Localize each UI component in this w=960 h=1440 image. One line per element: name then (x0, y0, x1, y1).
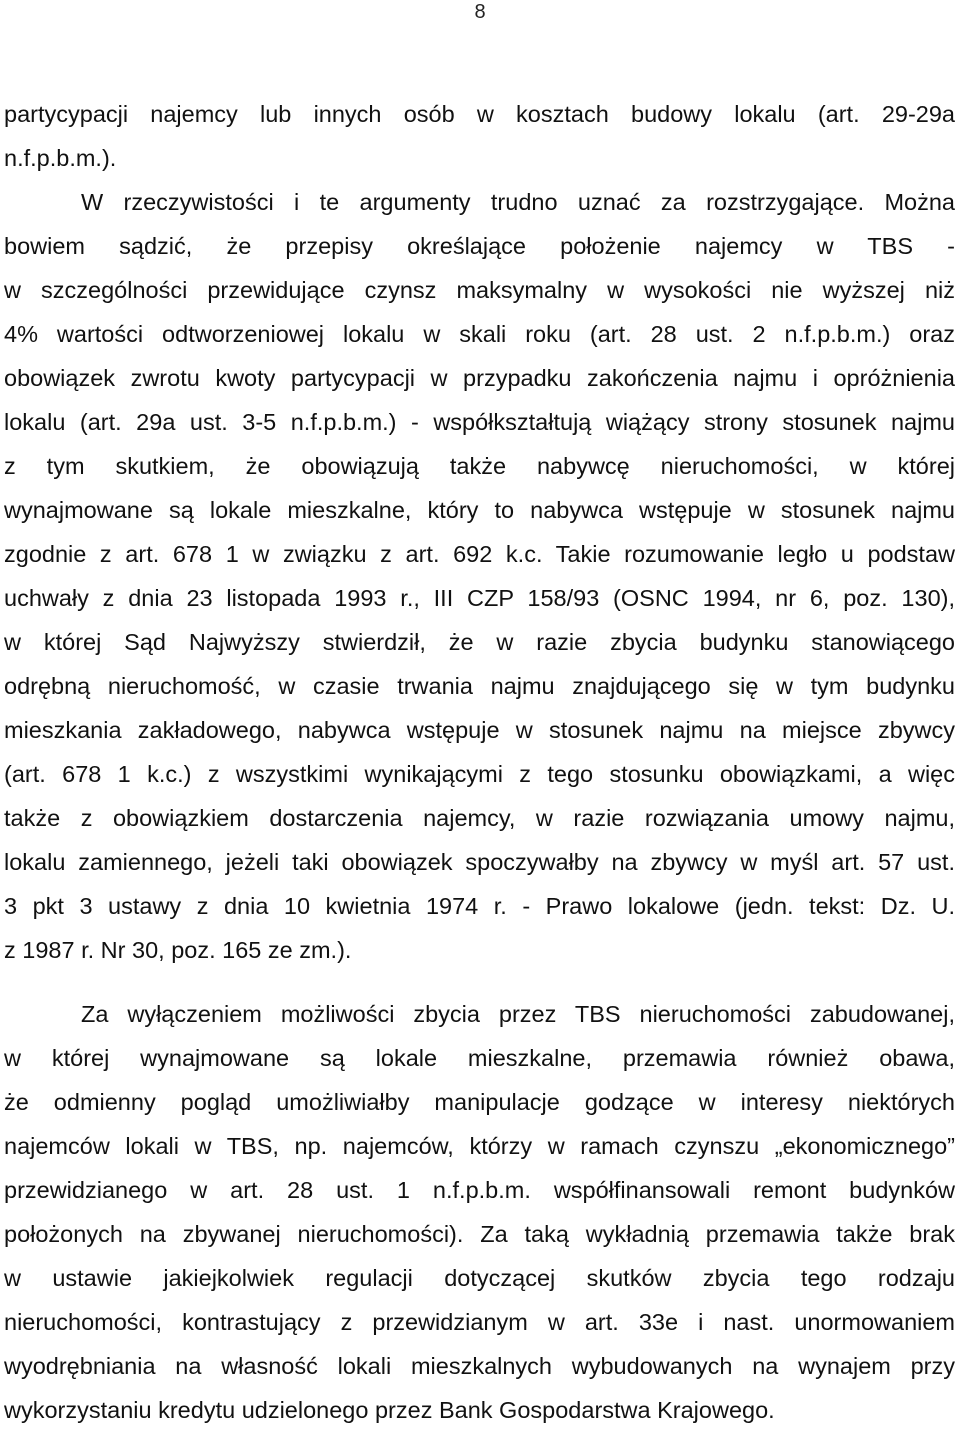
text-line: uchwały z dnia 23 listopada 1993 r., III CZP 158/93 (OSNC 1994, nr 6, poz. 130), (4, 585, 955, 611)
text-line: położonych na zbywanej nieruchomości). Za taką wykładnią przemawia także brak (4, 1221, 955, 1247)
text-line: w szczególności przewidujące czynsz maksymalny w wysokości nie wyższej niż (4, 277, 955, 303)
paragraph-gap (4, 972, 955, 992)
text-line: partycypacji najemcy lub innych osób w kosztach budowy lokalu (art. 29-29a (4, 101, 955, 127)
document-body (4, 92, 955, 1432)
text-line: Za wyłączeniem możliwości zbycia przez TBS nieruchomości zabudowanej, (81, 1001, 955, 1027)
text-line: obowiązek zwrotu kwoty partycypacji w przypadku zakończenia najmu i opróżnienia (4, 365, 955, 391)
text-line: 3 pkt 3 ustawy z dnia 10 kwietnia 1974 r. - Prawo lokalowe (jedn. tekst: Dz. U. (4, 893, 955, 919)
text-line: wynajmowane są lokale mieszkalne, który to nabywca wstępuje w stosunek najmu (4, 497, 955, 523)
text-line: lokalu (art. 29a ust. 3-5 n.f.p.b.m.) - współkształtują wiążący strony stosunek najmu (4, 409, 955, 435)
paragraph-1 (4, 92, 955, 180)
text-line: nieruchomości, kontrastujący z przewidzianym w art. 33e i nast. unormowaniem (4, 1309, 955, 1335)
text-line: mieszkania zakładowego, nabywca wstępuje w stosunek najmu na miejsce zbywcy (4, 717, 955, 743)
text-line: lokalu zamiennego, jeżeli taki obowiązek spoczywałby na zbywcy w myśl art. 57 ust. (4, 849, 955, 875)
text-line: najemców lokali w TBS, np. najemców, którzy w ramach czynszu „ekonomicznego” (4, 1133, 955, 1159)
text-line: że odmienny pogląd umożliwiałby manipulacje godzące w interesy niektórych (4, 1089, 955, 1115)
page-number: 8 (474, 1, 486, 23)
text-line: n.f.p.b.m.). (4, 145, 117, 171)
text-line: 4% wartości odtworzeniowej lokalu w skali roku (art. 28 ust. 2 n.f.p.b.m.) oraz (4, 321, 955, 347)
paragraph-3 (4, 992, 955, 1432)
text-line: wykorzystaniu kredytu udzielonego przez Bank Gospodarstwa Krajowego. (4, 1397, 775, 1423)
text-line: zgodnie z art. 678 1 w związku z art. 692 k.c. Takie rozumowanie legło u podstaw (4, 541, 955, 567)
text-line: z 1987 r. Nr 30, poz. 165 ze zm.). (4, 937, 352, 963)
text-line: wyodrębniania na własność lokali mieszkalnych wybudowanych na wynajem przy (4, 1353, 955, 1379)
text-line: w której Sąd Najwyższy stwierdził, że w razie zbycia budynku stanowiącego (4, 629, 955, 655)
text-line: także z obowiązkiem dostarczenia najemcy, w razie rozwiązania umowy najmu, (4, 805, 955, 831)
text-line: (art. 678 1 k.c.) z wszystkimi wynikającymi z tego stosunku obowiązkami, a więc (4, 761, 955, 787)
text-line: W rzeczywistości i te argumenty trudno uznać za rozstrzygające. Można (81, 189, 955, 215)
text-line: przewidzianego w art. 28 ust. 1 n.f.p.b.m. współfinansowali remont budynków (4, 1177, 955, 1203)
text-line: bowiem sądzić, że przepisy określające położenie najemcy w TBS - (4, 233, 955, 259)
text-line: w której wynajmowane są lokale mieszkalne, przemawia również obawa, (4, 1045, 955, 1071)
paragraph-2 (4, 180, 955, 972)
text-line: z tym skutkiem, że obowiązują także nabywcę nieruchomości, w której (4, 453, 955, 479)
text-line: odrębną nieruchomość, w czasie trwania najmu znajdującego się w tym budynku (4, 673, 955, 699)
text-line: w ustawie jakiejkolwiek regulacji dotyczącej skutków zbycia tego rodzaju (4, 1265, 955, 1291)
